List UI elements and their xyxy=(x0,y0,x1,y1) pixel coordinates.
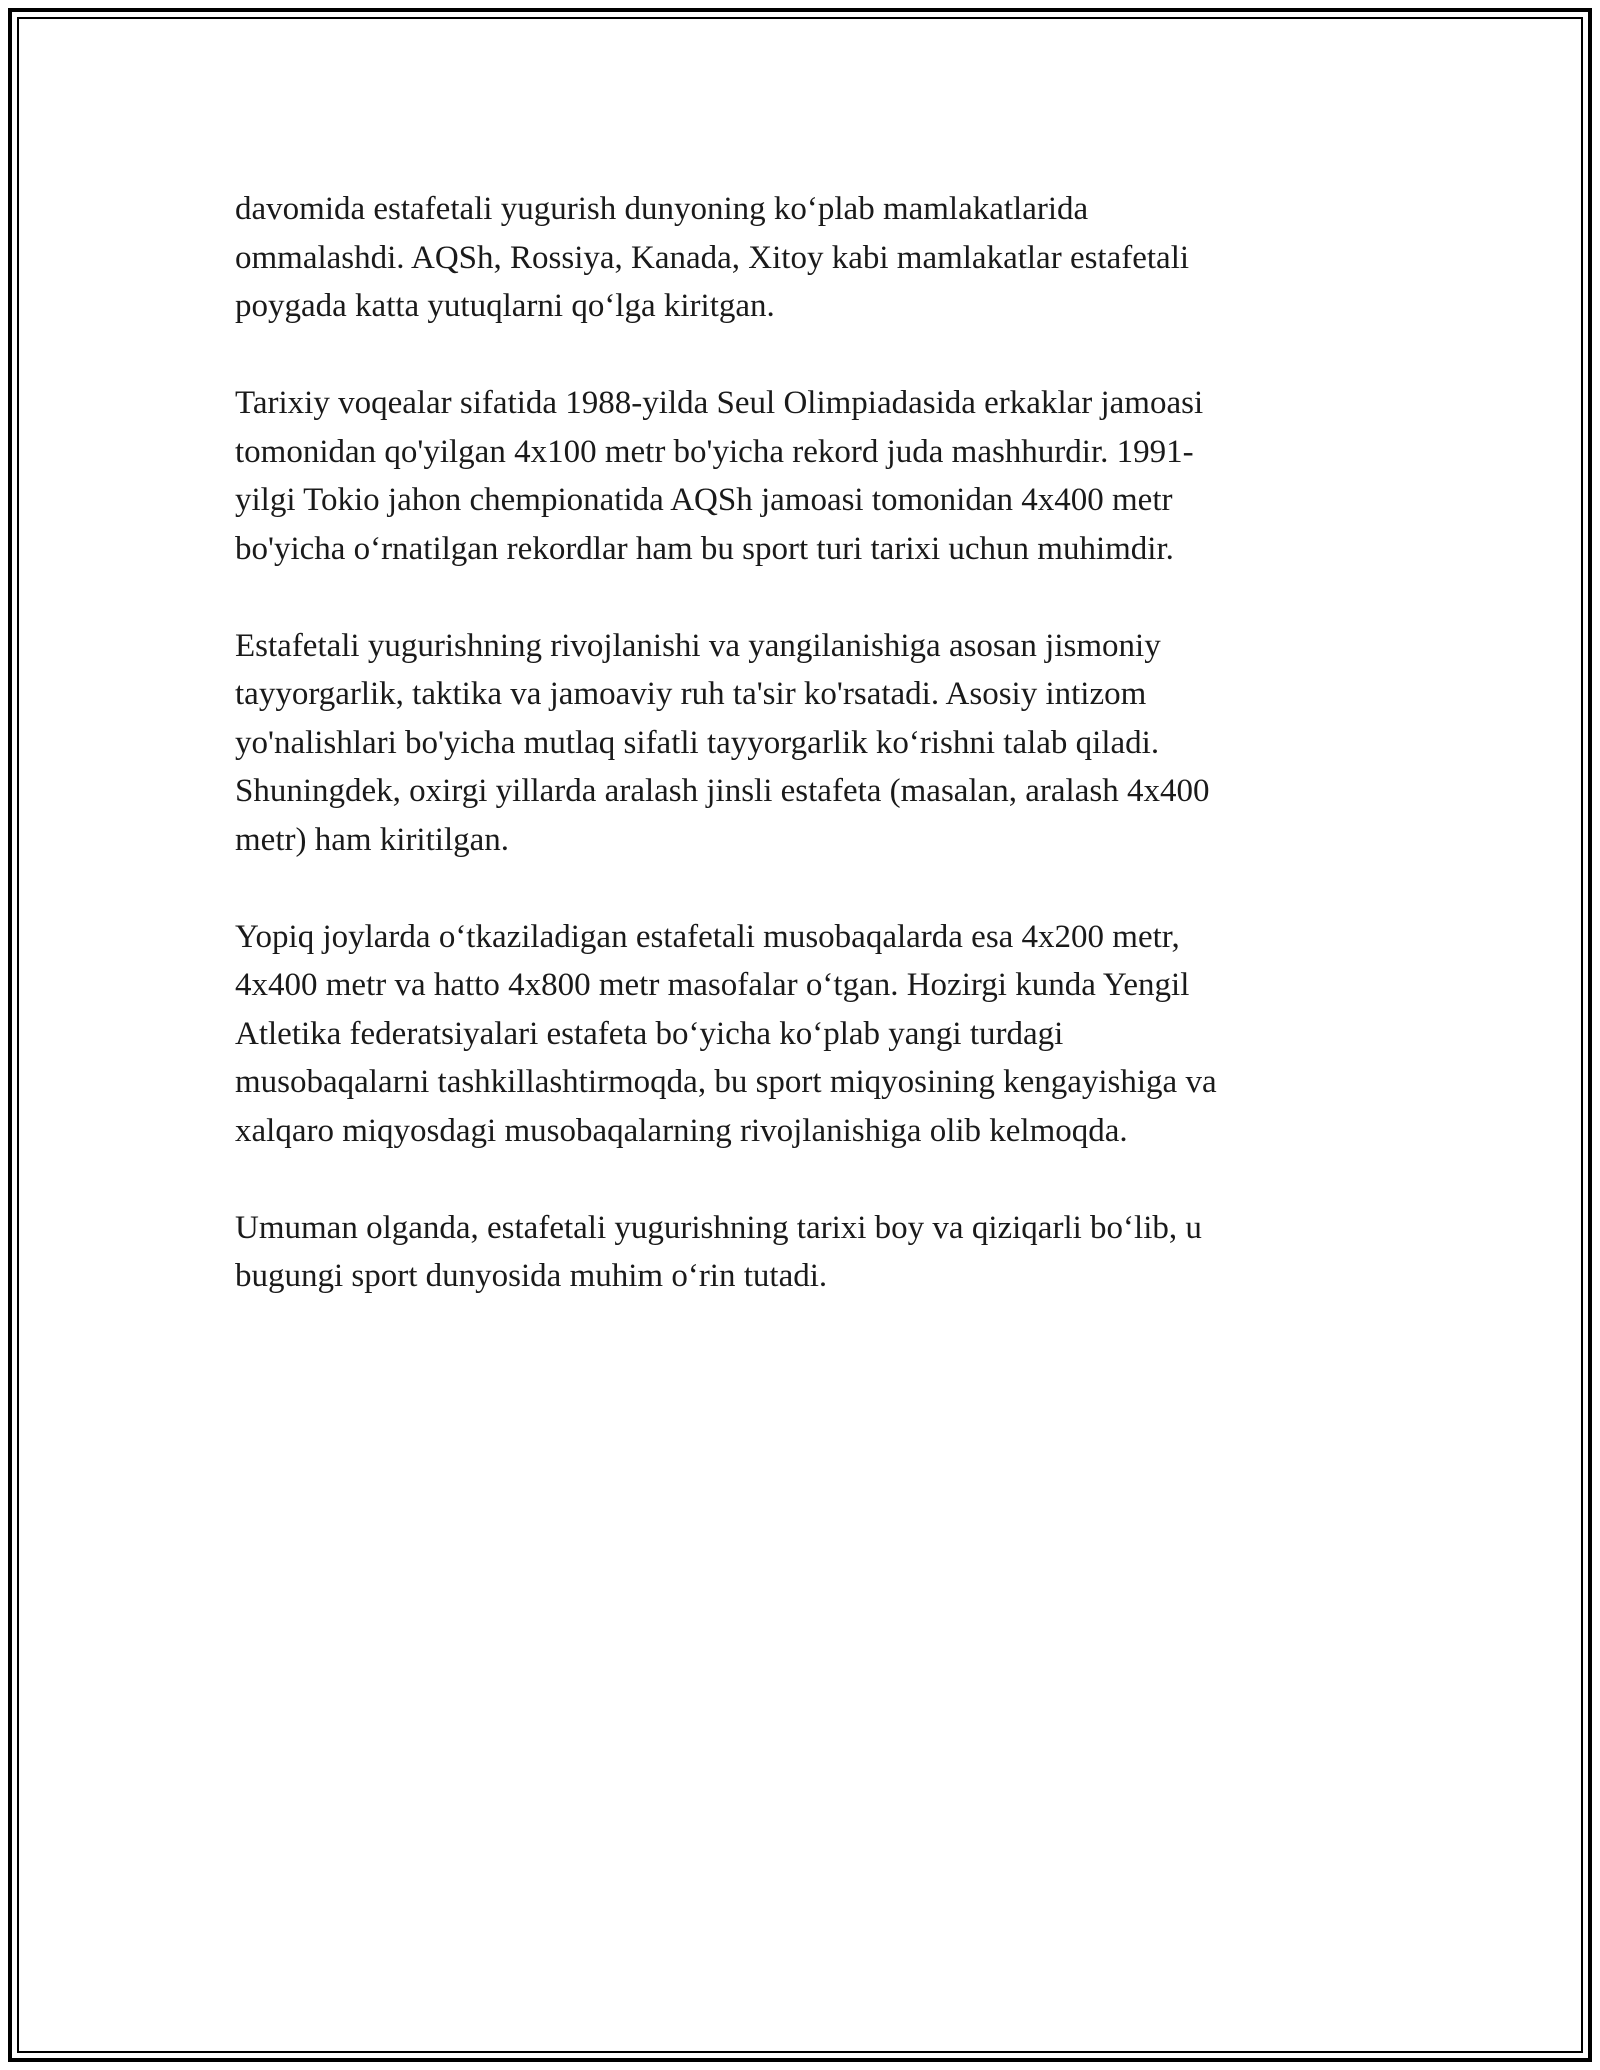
paragraph-1: davomida estafetali yugurish dunyoning ko‘plab mamlakatlarida ommalashdi. AQSh, Rossiya, Kanada, Xitoy kabi mamlakatlar estafetali poygada katta yutuqlarni qo‘lga kiritgan. xyxy=(235,191,1190,324)
paragraph-2: Tarixiy voqealar sifatida 1988-yilda Seul Olimpiadasida erkaklar jamoasi tomonidan qo'yilgan 4x100 metr bo'yicha rekord juda mashhurdir. 1991- yilgi Tokio jahon chempionatida AQSh jamoasi tomonidan 4x400 metr bo'yicha o‘rnatilgan rekordlar ham bu sport turi tarixi uchun muhimdir. xyxy=(235,385,1204,567)
paragraph-4: Yopiq joylarda o‘tkaziladigan estafetali musobaqalarda esa 4x200 metr, 4x400 metr va hatto 4x800 metr masofalar o‘tgan. Hozirgi kunda Yengil Atletika federatsiyalari estafeta bo‘yicha ko‘plab yangi turdagi musobaqalarni tashkillashtirmoqda, bu sport miqyosining kengayishiga va xalqaro miqyosdagi musobaqalarning rivojlanishiga olib kelmoqda. xyxy=(235,918,1217,1149)
paragraph-3: Estafetali yugurishning rivojlanishi va yangilanishiga asosan jismoniy tayyorgarlik, taktika va jamoaviy ruh ta'sir ko'rsatadi. Asosiy intizom yo'nalishlari bo'yicha mutlaq sifatli tayyorgarlik ko‘rishni talab qiladi. Shuningdek, oxirgi yillarda aralash jinsli estafeta (masalan, aralash 4x400 metr) ham kiritilgan. xyxy=(235,627,1210,858)
document-body xyxy=(235,185,1350,1349)
paragraph-5: Umuman olganda, estafetali yugurishning tarixi boy va qiziqarli bo‘lib, u bugungi sport dunyosida muhim o‘rin tutadi. xyxy=(235,1209,1202,1294)
